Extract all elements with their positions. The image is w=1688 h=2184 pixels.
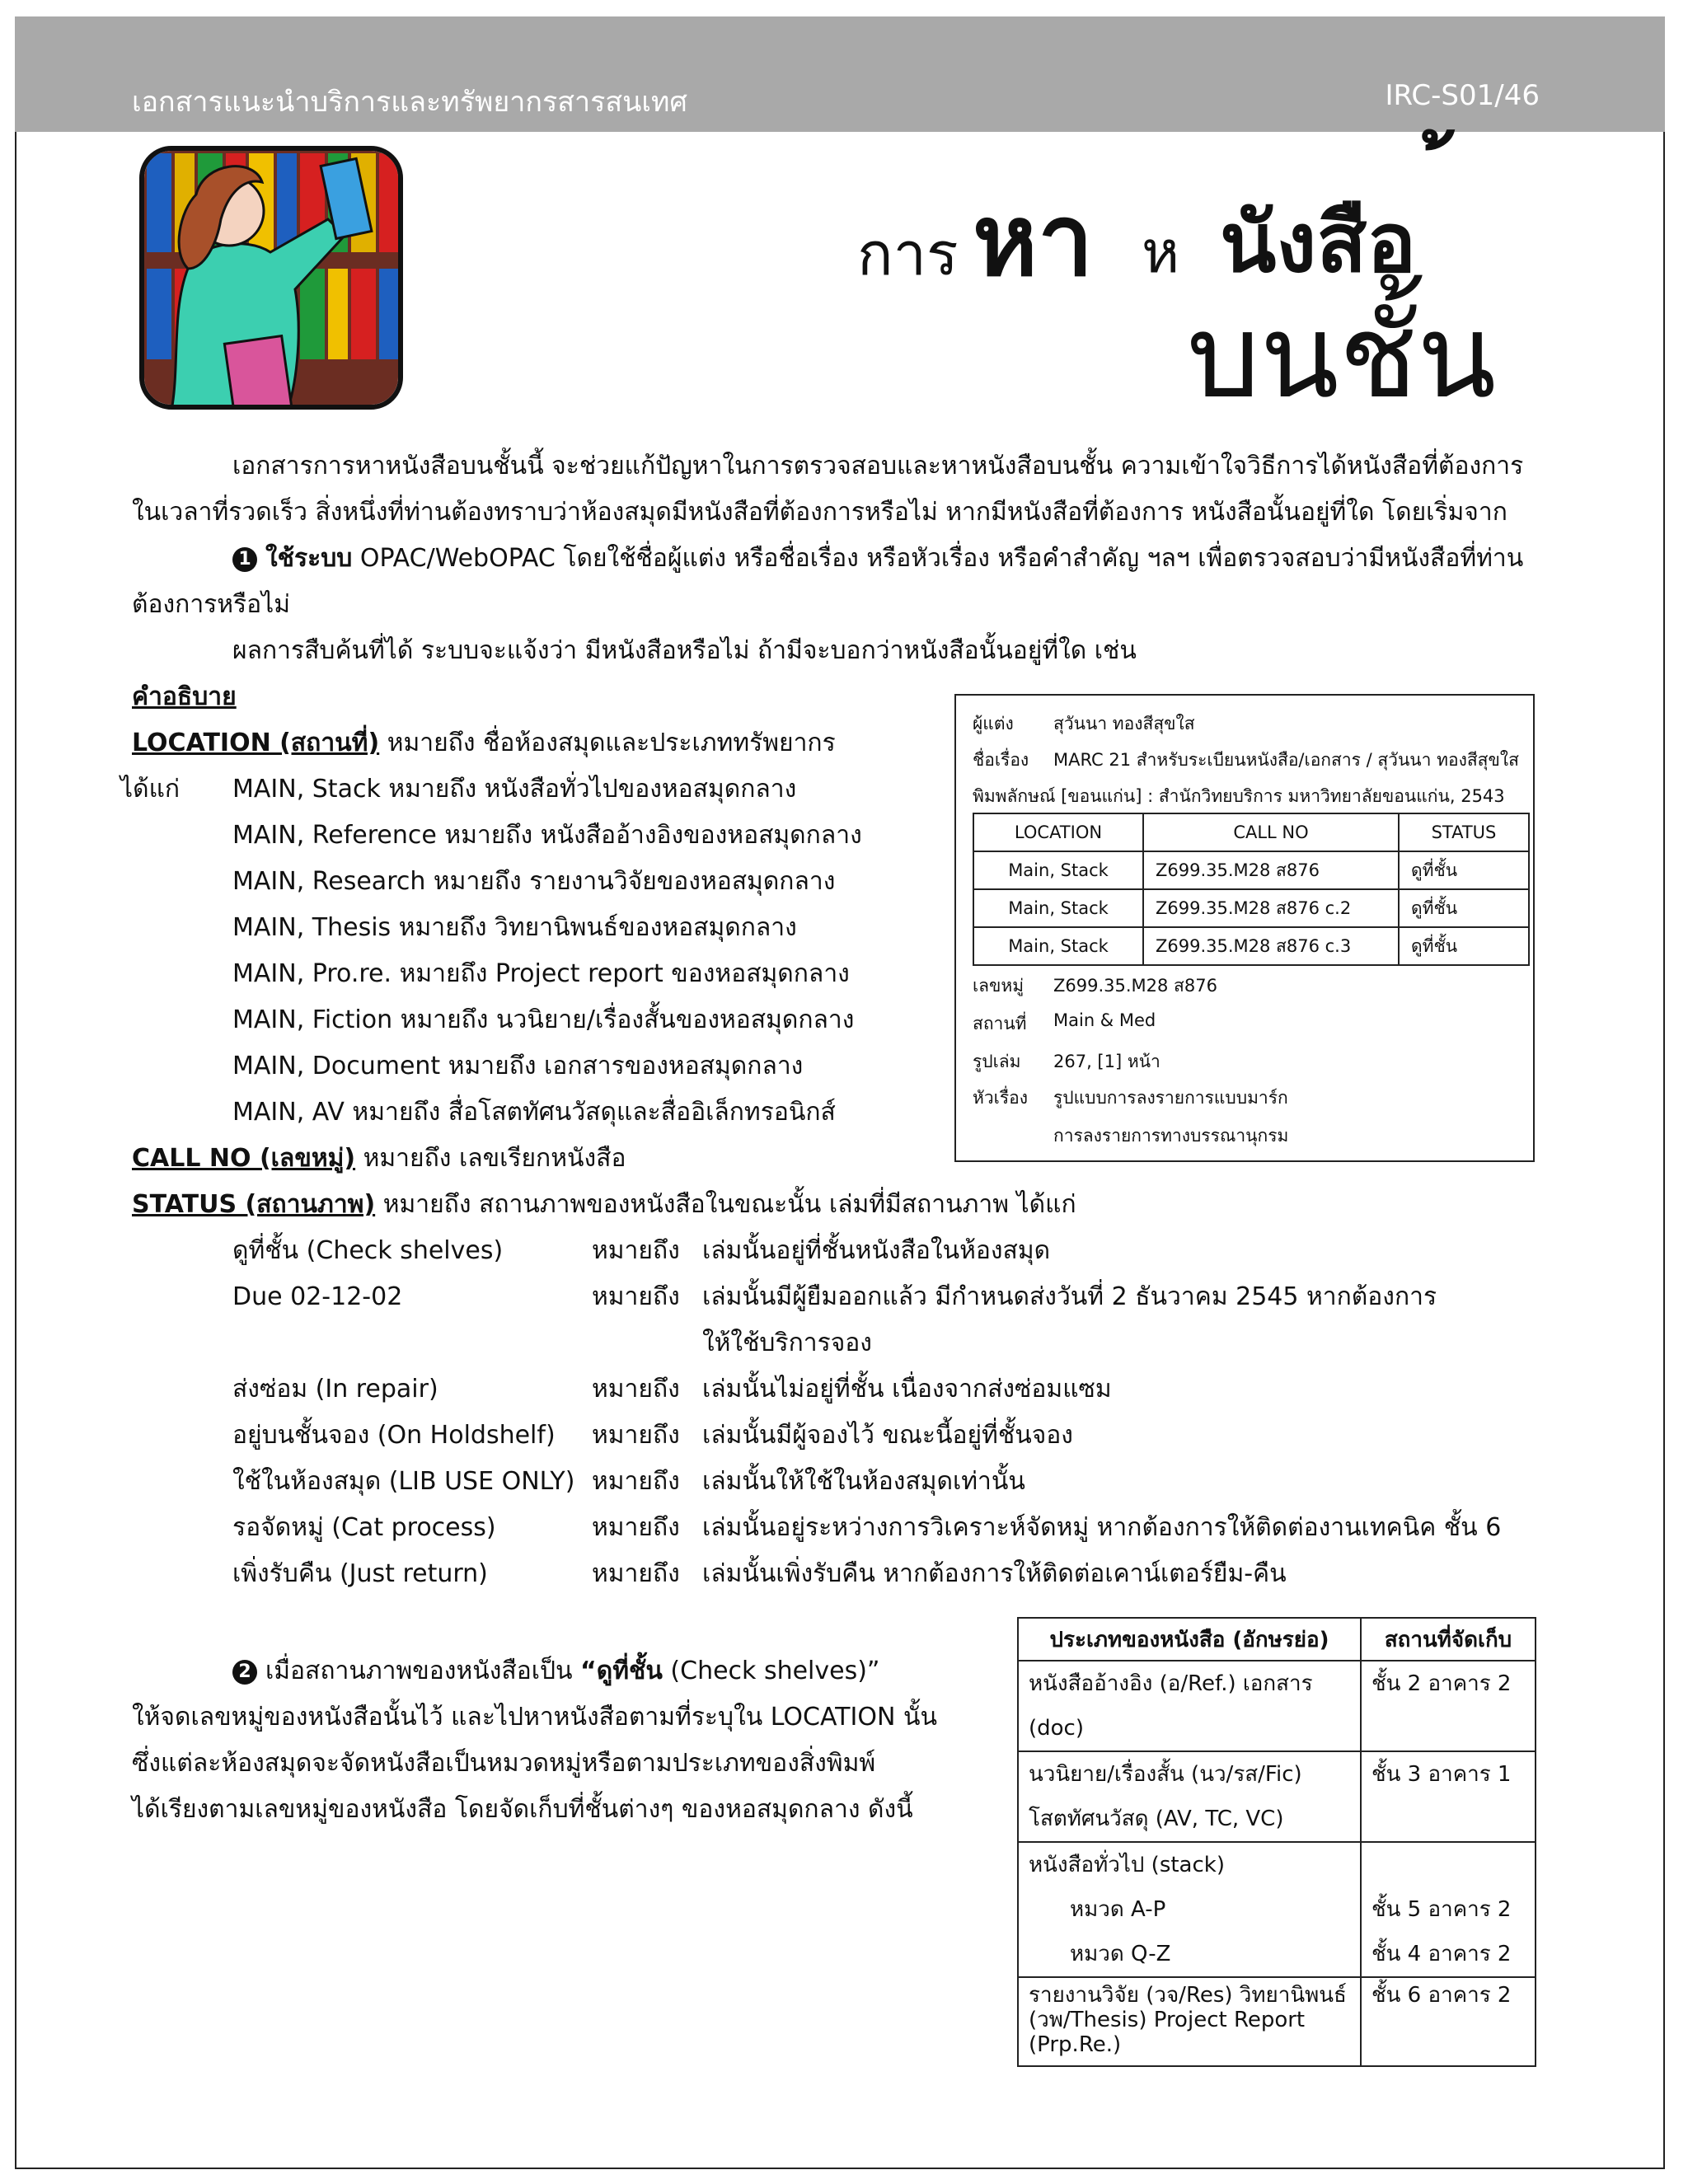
holdings-cell: ดูที่ชั้น bbox=[1399, 927, 1529, 965]
status-means: หมายถึง bbox=[592, 1467, 680, 1496]
shelf-type: หนังสืออ้างอิง (อ/Ref.) เอกสาร bbox=[1029, 1671, 1313, 1696]
holdings-cell: Main, Stack bbox=[973, 927, 1143, 965]
status-name: Due 02-12-02 bbox=[232, 1282, 403, 1311]
status-desc: เล่มนั้นอยู่ที่ชั้นหนังสือในห้องสมุด bbox=[702, 1236, 1051, 1265]
title-word-4: นังสือ bbox=[1220, 194, 1417, 291]
step1-bold: ใช้ระบบ bbox=[265, 544, 353, 573]
step2-tail: (Check shelves)” bbox=[662, 1657, 880, 1685]
callno-label: CALL NO (เลขหมู่) bbox=[132, 1144, 356, 1173]
shelf-header-row bbox=[1018, 1618, 1536, 1661]
shelf-header: ประเภทของหนังสือ (อักษรย่อ) bbox=[1018, 1618, 1361, 1661]
holdings-header: STATUS bbox=[1399, 813, 1529, 851]
record-callno: Z699.35.M28 ส876 bbox=[1053, 976, 1217, 996]
status-name: อยู่บนชั้นจอง (On Holdshelf) bbox=[232, 1421, 556, 1450]
step1-marker: 1 bbox=[232, 547, 257, 572]
record-subject-label: หัวเรื่อง bbox=[973, 1088, 1028, 1108]
step1-continuation: ต้องการหรือไม่ bbox=[132, 590, 291, 619]
location-item: MAIN, Document หมายถึง เอกสารของหอสมุดกลาง bbox=[232, 1052, 804, 1080]
shelf-location-cell bbox=[1361, 1842, 1536, 1977]
explain-heading: คำอธิบาย bbox=[132, 682, 237, 711]
step2-text: ให้จดเลขหมู่ของหนังสือนั้นไว้ และไปหาหนังสือตามที่ระบุใน LOCATION นั้น bbox=[132, 1703, 937, 1732]
status-name: ส่งซ่อม (In repair) bbox=[232, 1375, 438, 1404]
shelf-location: ชั้น 5 อาคาร 2 bbox=[1372, 1897, 1512, 1922]
status-means: หมายถึง bbox=[592, 1236, 680, 1265]
spacer bbox=[1372, 1843, 1525, 1887]
holdings-cell: Z699.35.M28 ส876 c.2 bbox=[1143, 889, 1399, 927]
location-item: MAIN, Thesis หมายถึง วิทยานิพนธ์ของหอสมุดกลาง bbox=[232, 913, 797, 942]
status-desc: เล่มนั้นอยู่ระหว่างการวิเคราะห์จัดหมู่ หากต้องการให้ติดต่องานเทคนิค ชั้น 6 bbox=[702, 1513, 1502, 1542]
table-row bbox=[1018, 1977, 1536, 2066]
location-explain bbox=[132, 729, 836, 758]
shelf-type-cell bbox=[1018, 1751, 1361, 1842]
shelf-location-table bbox=[1017, 1617, 1536, 2067]
intro-line-2: ในเวลาที่รวดเร็ว สิ่งหนึ่งที่ท่านต้องทราบว่าห้องสมุดมีหนังสือที่ต้องการหรือไม่ หากมีหนังสือที่ต้องการ หนังสือนั้นอยู่ที่ใด โดยเริ่มจาก bbox=[132, 498, 1507, 527]
shelf-type-cell bbox=[1018, 1842, 1361, 1977]
step2-line bbox=[232, 1657, 879, 1686]
table-row bbox=[973, 927, 1529, 965]
title-word-3: ห bbox=[1142, 218, 1180, 286]
callno-explain bbox=[132, 1144, 626, 1174]
intro-line-1: เอกสารการหาหนังสือบนชั้นนี้ จะช่วยแก้ปัญหาในการตรวจสอบและหาหนังสือบนชั้น ความเข้าใจวิธีการได้หนังสือที่ต้องการ bbox=[232, 452, 1524, 480]
callno-text: หมายถึง เลขเรียกหนังสือ bbox=[355, 1144, 626, 1173]
location-item: MAIN, Pro.re. หมายถึง Project report ของหอสมุดกลาง bbox=[232, 959, 850, 988]
step1-text: OPAC/WebOPAC โดยใช้ชื่อผู้แต่ง หรือชื่อเรื่อง หรือหัวเรื่อง หรือคำสำคัญ ฯลฯ เพื่อตรวจสอบว่ามีหนังสือที่ท่าน bbox=[352, 544, 1524, 573]
step2-text: ซึ่งแต่ละห้องสมุดจะจัดหนังสือเป็นหมวดหมู่หรือตามประเภทของสิ่งพิมพ์ bbox=[132, 1749, 876, 1778]
record-subject-1: รูปแบบการลงรายการแบบมาร์ก bbox=[1053, 1088, 1288, 1108]
holdings-header: LOCATION bbox=[973, 813, 1143, 851]
status-means: หมายถึง bbox=[592, 1282, 680, 1311]
location-item: MAIN, Stack หมายถึง หนังสือทั่วไปของหอสมุดกลาง bbox=[232, 775, 797, 804]
step1-line bbox=[232, 544, 1523, 574]
shelf-type: นวนิยาย/เรื่องสั้น (นว/รส/Fic) bbox=[1029, 1762, 1302, 1787]
status-explain bbox=[132, 1190, 1076, 1220]
record-location: Main & Med bbox=[1053, 1010, 1156, 1030]
holdings-cell: Main, Stack bbox=[973, 889, 1143, 927]
shelf-type: (วพ/Thesis) Project Report (Prp.Re.) bbox=[1029, 2008, 1306, 2057]
title-line-2: บนชั้น bbox=[1187, 290, 1497, 424]
location-item: MAIN, Fiction หมายถึง นวนิยาย/เรื่องสั้นของหอสมุดกลาง bbox=[232, 1005, 855, 1034]
location-text: หมายถึง ชื่อห้องสมุดและประเภททรัพยากร bbox=[379, 729, 836, 757]
library-illustration bbox=[138, 145, 404, 410]
title-word-1: การ bbox=[857, 219, 959, 288]
status-label: STATUS (สถานภาพ) bbox=[132, 1190, 376, 1219]
shelf-header: สถานที่จัดเก็บ bbox=[1361, 1618, 1536, 1661]
record-subject-2: การลงรายการทางบรรณานุกรม bbox=[1053, 1126, 1289, 1146]
shelf-location: ชั้น 3 อาคาร 1 bbox=[1372, 1762, 1512, 1787]
record-location-label: สถานที่ bbox=[973, 1014, 1027, 1033]
step2-lead: เมื่อสถานภาพของหนังสือเป็น bbox=[265, 1657, 581, 1685]
location-item: MAIN, Research หมายถึง รายงานวิจัยของหอสมุดกลาง bbox=[232, 867, 836, 896]
record-publication: พิมพลักษณ์ [ขอนแก่น] : สำนักวิทยบริการ มหาวิทยาลัยขอนแก่น, 2543 bbox=[973, 786, 1505, 806]
record-format-label: รูปเล่ม bbox=[973, 1052, 1021, 1071]
status-name: ใช้ในห้องสมุด (LIB USE ONLY) bbox=[232, 1467, 575, 1496]
step2-marker: 2 bbox=[232, 1660, 257, 1685]
record-format: 267, [1] หน้า bbox=[1053, 1052, 1160, 1071]
namely-label: ได้แก่ bbox=[120, 775, 181, 804]
status-desc-cont: ให้ใช้บริการจอง bbox=[702, 1329, 872, 1357]
location-item: MAIN, Reference หมายถึง หนังสืออ้างอิงของหอสมุดกลาง bbox=[232, 821, 862, 850]
document-code: IRC-S01/46 bbox=[1385, 79, 1540, 112]
step2-bold: “ดูที่ชั้น bbox=[580, 1657, 663, 1685]
holdings-table bbox=[973, 813, 1530, 966]
location-label: LOCATION (สถานที่) bbox=[132, 729, 380, 757]
status-name: ดูที่ชั้น (Check shelves) bbox=[232, 1236, 504, 1265]
holdings-cell: ดูที่ชั้น bbox=[1399, 851, 1529, 889]
shelf-type-cell bbox=[1018, 1661, 1361, 1751]
record-author: สุวันนา ทองสีสุขใส bbox=[1053, 714, 1195, 733]
record-title: MARC 21 สำหรับระเบียนหนังสือ/เอกสาร / สุวันนา ทองสีสุขใส bbox=[1053, 750, 1519, 770]
status-means: หมายถึง bbox=[592, 1375, 680, 1404]
holdings-header: CALL NO bbox=[1143, 813, 1399, 851]
status-desc: เล่มนั้นมีผู้จองไว้ ขณะนี้อยู่ที่ชั้นจอง bbox=[702, 1421, 1073, 1450]
shelf-type: โสตทัศนวัสดุ (AV, TC, VC) bbox=[1029, 1807, 1284, 1831]
status-desc: เล่มนั้นให้ใช้ในห้องสมุดเท่านั้น bbox=[702, 1467, 1025, 1496]
shelf-location-cell bbox=[1361, 1977, 1536, 2066]
shelf-type-cell bbox=[1018, 1977, 1361, 2066]
record-author-label: ผู้แต่ง bbox=[973, 714, 1014, 733]
status-text: หมายถึง สถานภาพของหนังสือในขณะนั้น เล่มที่มีสถานภาพ ได้แก่ bbox=[375, 1190, 1076, 1219]
record-title-label: ชื่อเรื่อง bbox=[973, 750, 1029, 770]
title-word-2: หา bbox=[973, 182, 1094, 298]
status-desc: เล่มนั้นไม่อยู่ที่ชั้น เนื่องจากส่งซ่อมแซม bbox=[702, 1375, 1112, 1404]
holdings-cell: Z699.35.M28 ส876 c.3 bbox=[1143, 927, 1399, 965]
status-means: หมายถึง bbox=[592, 1559, 680, 1588]
shelf-type: (doc) bbox=[1029, 1716, 1084, 1741]
status-name: เพิ่งรับคืน (Just return) bbox=[232, 1559, 488, 1588]
holdings-cell: Main, Stack bbox=[973, 851, 1143, 889]
shelf-location: ชั้น 2 อาคาร 2 bbox=[1372, 1671, 1512, 1696]
table-row bbox=[1018, 1842, 1536, 1977]
holdings-cell: Z699.35.M28 ส876 bbox=[1143, 851, 1399, 889]
table-row bbox=[1018, 1751, 1536, 1842]
step2-text: ได้เรียงตามเลขหมู่ของหนังสือ โดยจัดเก็บที่ชั้นต่างๆ ของหอสมุดกลาง ดังนี้ bbox=[132, 1795, 913, 1824]
shelf-type: หมวด A-P bbox=[1070, 1897, 1166, 1922]
status-desc: เล่มนั้นมีผู้ยืมออกแล้ว มีกำหนดส่งวันที่ 2 ธันวาคม 2545 หากต้องการ bbox=[702, 1282, 1437, 1311]
shelf-location-cell bbox=[1361, 1661, 1536, 1751]
table-row bbox=[1018, 1661, 1536, 1751]
shelf-location: ชั้น 4 อาคาร 2 bbox=[1372, 1942, 1512, 1966]
status-desc: เล่มนั้นเพิ่งรับคืน หากต้องการให้ติดต่อเคาน์เตอร์ยืม-คืน bbox=[702, 1559, 1287, 1588]
opac-record-example bbox=[954, 694, 1535, 1162]
shelf-type: หนังสือทั่วไป (stack) bbox=[1029, 1853, 1225, 1877]
header-title: เอกสารแนะนำบริการและทรัพยากรสารสนเทศ bbox=[132, 86, 687, 119]
holdings-cell: ดูที่ชั้น bbox=[1399, 889, 1529, 927]
holdings-header-row bbox=[973, 813, 1529, 851]
status-means: หมายถึง bbox=[592, 1513, 680, 1542]
table-row bbox=[973, 889, 1529, 927]
record-callno-label: เลขหมู่ bbox=[973, 976, 1025, 996]
step1-result: ผลการสืบค้นที่ได้ ระบบจะแจ้งว่า มีหนังสือหรือไม่ ถ้ามีจะบอกว่าหนังสือนั้นอยู่ที่ใด เช่น bbox=[232, 636, 1137, 665]
status-means: หมายถึง bbox=[592, 1421, 680, 1450]
shelf-type: หมวด Q-Z bbox=[1070, 1942, 1171, 1966]
table-row bbox=[973, 851, 1529, 889]
shelf-location: ชั้น 6 อาคาร 2 bbox=[1372, 1983, 1512, 2008]
status-name: รอจัดหมู่ (Cat process) bbox=[232, 1513, 496, 1542]
shelf-type: รายงานวิจัย (วจ/Res) วิทยานิพนธ์ bbox=[1029, 1983, 1347, 2008]
shelf-location-cell bbox=[1361, 1751, 1536, 1842]
location-item: MAIN, AV หมายถึง สื่อโสตทัศนวัสดุและสื่ออิเล็กทรอนิกส์ bbox=[232, 1098, 836, 1127]
